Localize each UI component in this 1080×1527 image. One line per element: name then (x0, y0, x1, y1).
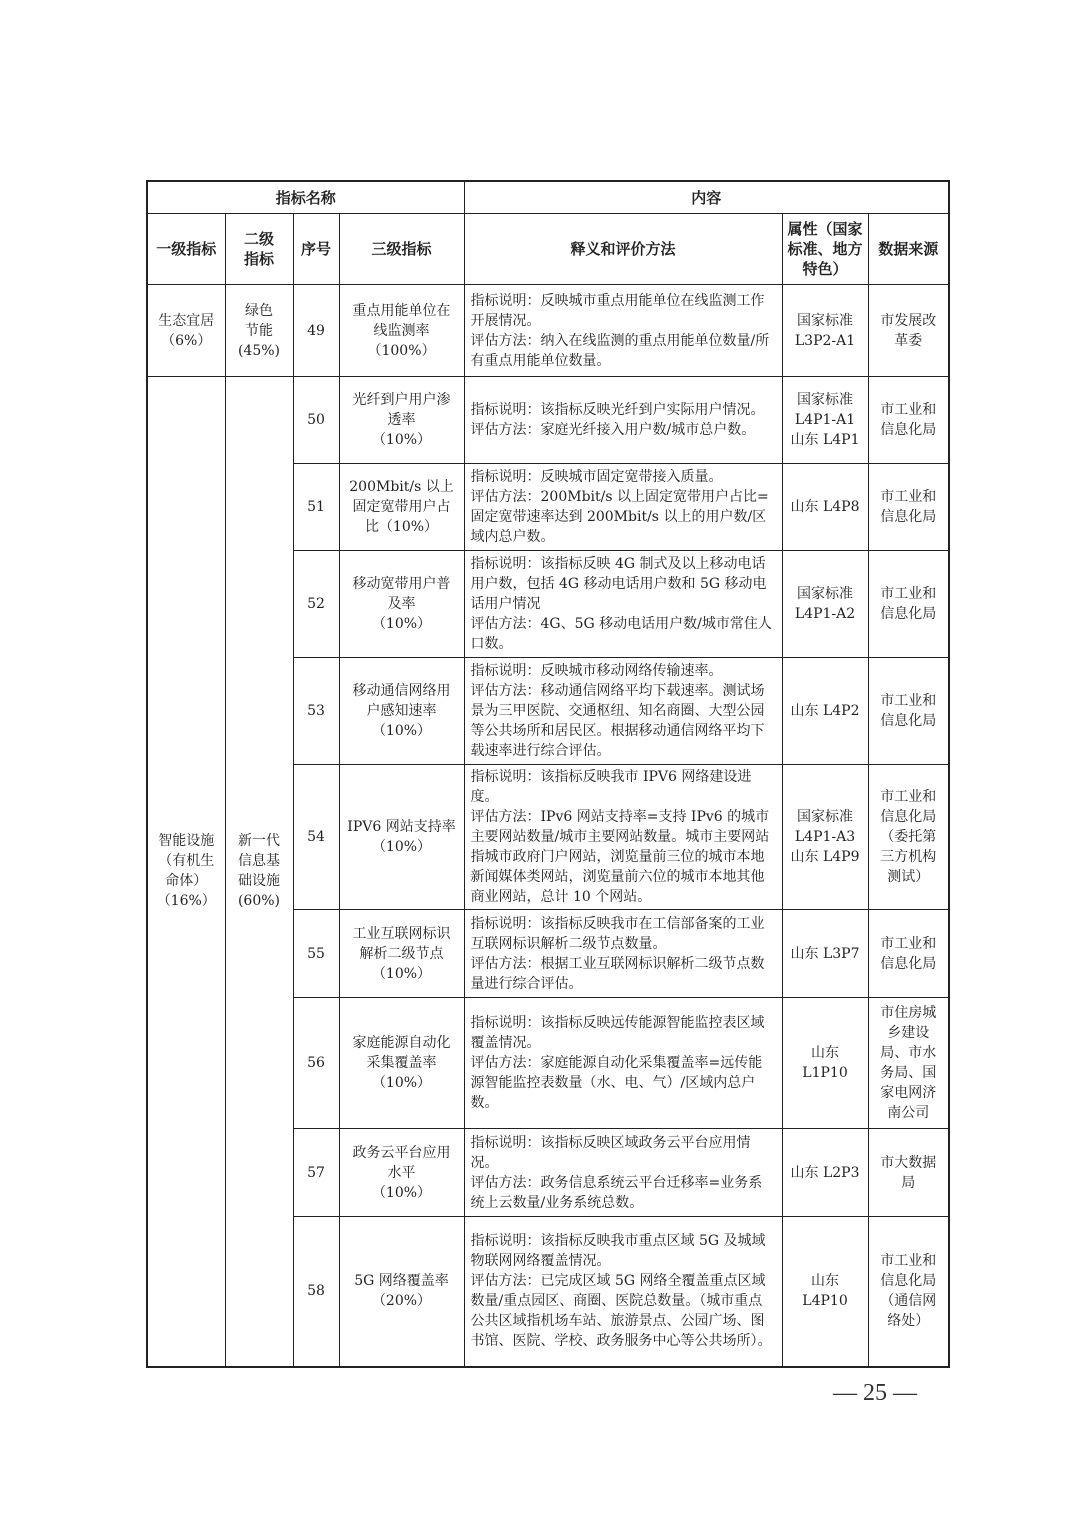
desc-explanation: 指标说明：该指标反映我市重点区域 5G 及城域物联网网络覆盖情况。 (470, 1233, 766, 1270)
row-number: 53 (293, 658, 339, 765)
table-row (147, 285, 949, 377)
indicator-description (464, 910, 782, 998)
attribute-cell: 国家标准 L4P1-A2 (782, 551, 868, 658)
attribute-cell: 山东 L2P3 (782, 1129, 868, 1217)
indicator-name: 工业互联网标识 解析二级节点 （10%） (339, 910, 464, 998)
level1-cell: 生态宜居 （6%） (147, 285, 225, 377)
source-cell: 市大数据 局 (868, 1129, 949, 1217)
indicator-name: IPV6 网站支持率 （10%） (339, 765, 464, 910)
level2-cell: 新一代 信息基 础设施 (60%) (225, 377, 293, 1367)
desc-explanation: 指标说明：该指标反映远传能源智能监控表区域覆盖情况。 (470, 1015, 765, 1051)
header-row-2 (147, 214, 949, 285)
desc-explanation: 指标说明：该指标反映我市在工信部备案的工业互联网标识解析二级节点数量。 (470, 915, 765, 952)
indicator-name: 政务云平台应用 水平 （10%） (339, 1129, 464, 1217)
indicator-description (464, 998, 782, 1129)
desc-method: 评估方法：已完成区域 5G 网络全覆盖重点区域数量/重点园区、商圈、医院总数量。（城市重点公共区域指机场车站、旅游景点、公园广场、图书馆、医院、学校、政务服务中心等公共场所）。 (470, 1273, 772, 1350)
source-cell: 市住房城 乡建设 局、市水 务局、国 家电网济 南公司 (868, 998, 949, 1129)
header-content: 内容 (464, 181, 949, 214)
attribute-cell: 山东 L4P8 (782, 464, 868, 551)
desc-explanation: 指标说明：反映城市重点用能单位在线监测工作开展情况。 (470, 292, 765, 329)
indicator-name: 移动通信网络用 户感知速率 （10%） (339, 658, 464, 765)
attribute-cell: 山东 L4P2 (782, 658, 868, 765)
attribute-cell: 山东 L4P10 (782, 1217, 868, 1367)
attribute-cell: 国家标准 L4P1-A1 山东 L4P1 (782, 377, 868, 464)
attribute-cell: 国家标准 L3P2-A1 (782, 285, 868, 377)
indicator-name: 5G 网络覆盖率 （20%） (339, 1217, 464, 1367)
indicator-table (146, 180, 950, 1368)
source-cell: 市工业和 信息化局 （委托第 三方机构 测试） (868, 765, 949, 910)
source-cell: 市工业和 信息化局 (868, 377, 949, 464)
attribute-cell: 山东 L3P7 (782, 910, 868, 998)
header-method: 释义和评价方法 (464, 214, 782, 285)
row-number: 54 (293, 765, 339, 910)
header-attribute: 属性（国家 标准、地方 特色） (782, 214, 868, 285)
desc-method: 评估方法：根据工业互联网标识解析二级节点数量进行综合评估。 (470, 955, 765, 992)
indicator-description (464, 464, 782, 551)
indicator-description (464, 765, 782, 910)
indicator-name: 200Mbit/s 以上 固定宽带用户占 比（10%） (339, 464, 464, 551)
header-row-1 (147, 181, 949, 214)
level1-cell: 智能设施 （有机生 命体） （16%） (147, 377, 225, 1367)
source-cell: 市工业和 信息化局 (868, 551, 949, 658)
page-number: — 25 — (833, 1380, 917, 1406)
desc-explanation: 指标说明：该指标反映 4G 制式及以上移动电话用户数，包括 4G 移动电话用户数和 5G 移动电话用户情况 (470, 556, 767, 612)
desc-method: 评估方法：政务信息系统云平台迁移率=业务系统上云数量/业务系统总数。 (470, 1174, 763, 1211)
header-level2: 二级 指标 (225, 214, 293, 285)
desc-explanation: 指标说明：该指标反映区域政务云平台应用情况。 (470, 1134, 751, 1171)
desc-method: 评估方法：家庭光纤接入用户数/城市总户数。 (470, 422, 756, 438)
desc-method: 评估方法：移动通信网络平均下载速率。测试场景为三甲医院、交通枢纽、知名商圈、大型公园等公共场所和居民区。根据移动通信网络平均下载速率进行综合评估。 (470, 683, 765, 759)
header-indicator-name: 指标名称 (147, 181, 464, 214)
indicator-description (464, 658, 782, 765)
desc-method: 评估方法：200Mbit/s 以上固定宽带用户占比=固定宽带速率达到 200Mbit/s 以上的用户数/区域内总户数。 (470, 489, 769, 545)
header-level1: 一级指标 (147, 214, 225, 285)
desc-method: 评估方法：IPv6 网站支持率=支持 IPv6 的城市主要网站数量/城市主要网站数量。城市主要网站指城市政府门户网站，浏览量前三位的城市本地新闻媒体类网站，浏览量前六位的城市本地其他商业网站，总计 10 个网站。 (470, 809, 770, 905)
indicator-name: 移动宽带用户普 及率 （10%） (339, 551, 464, 658)
indicator-description (464, 551, 782, 658)
source-cell: 市工业和 信息化局 (868, 910, 949, 998)
row-number: 55 (293, 910, 339, 998)
indicator-description (464, 1217, 782, 1367)
desc-method: 评估方法：4G、5G 移动电话用户数/城市常住人口数。 (470, 616, 772, 652)
header-number: 序号 (293, 214, 339, 285)
source-cell: 市发展改 革委 (868, 285, 949, 377)
row-number: 58 (293, 1217, 339, 1367)
row-number: 50 (293, 377, 339, 464)
desc-explanation: 指标说明：反映城市固定宽带接入质量。 (470, 469, 723, 485)
desc-explanation: 指标说明：反映城市移动网络传输速率。 (470, 663, 723, 679)
indicator-description (464, 285, 782, 377)
source-cell: 市工业和 信息化局 (868, 464, 949, 551)
row-number: 56 (293, 998, 339, 1129)
desc-explanation: 指标说明：该指标反映我市 IPV6 网络建设进度。 (470, 769, 752, 805)
header-source: 数据来源 (868, 214, 949, 285)
row-number: 52 (293, 551, 339, 658)
row-number: 57 (293, 1129, 339, 1217)
level2-cell: 绿色 节能 (45%) (225, 285, 293, 377)
indicator-name: 重点用能单位在 线监测率（100%） (339, 285, 464, 377)
indicator-name: 家庭能源自动化 采集覆盖率 （10%） (339, 998, 464, 1129)
desc-explanation: 指标说明：该指标反映光纤到户实际用户情况。 (470, 402, 765, 418)
header-level3: 三级指标 (339, 214, 464, 285)
indicator-name: 光纤到户用户渗 透率 （10%） (339, 377, 464, 464)
source-cell: 市工业和 信息化局 (868, 658, 949, 765)
source-cell: 市工业和 信息化局 （通信网 络处） (868, 1217, 949, 1367)
row-number: 51 (293, 464, 339, 551)
table-row (147, 377, 949, 464)
row-number: 49 (293, 285, 339, 377)
indicator-description (464, 377, 782, 464)
desc-method: 评估方法：家庭能源自动化采集覆盖率=远传能源智能监控表数量（水、电、气）/区域内总户数。 (470, 1055, 763, 1111)
attribute-cell: 山东 L1P10 (782, 998, 868, 1129)
desc-method: 评估方法：纳入在线监测的重点用能单位数量/所有重点用能单位数量。 (470, 332, 770, 369)
attribute-cell: 国家标准 L4P1-A3 山东 L4P9 (782, 765, 868, 910)
indicator-description (464, 1129, 782, 1217)
